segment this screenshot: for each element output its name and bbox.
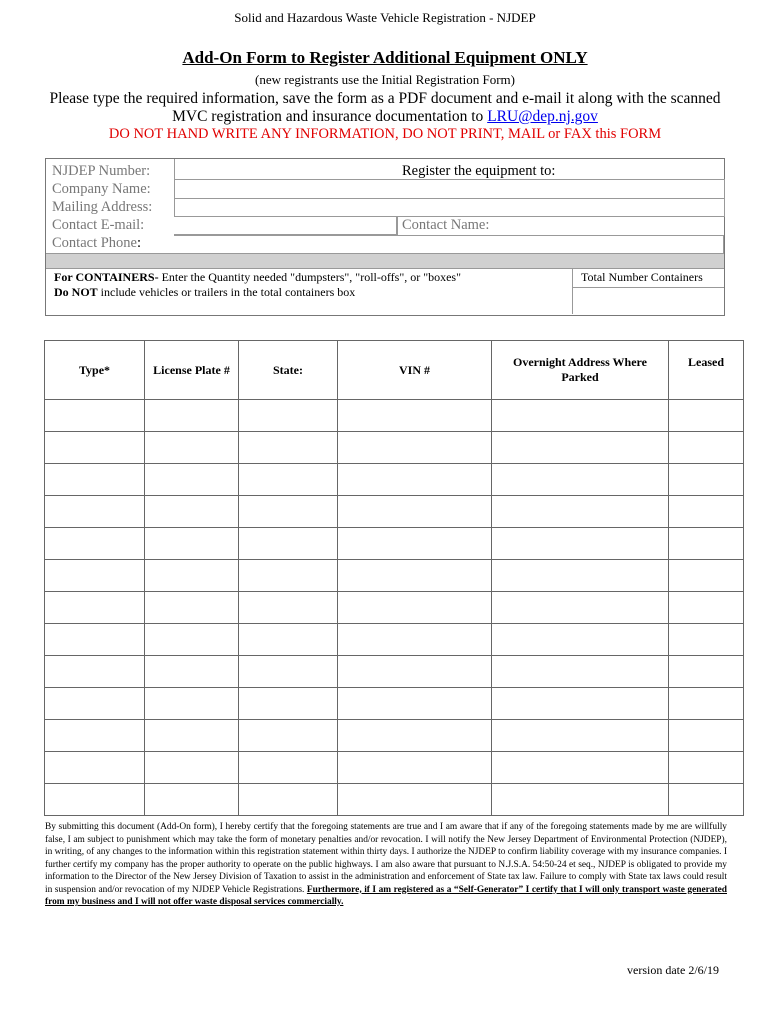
table-cell[interactable]: [45, 464, 145, 496]
registrant-info-box: [45, 158, 725, 316]
table-cell[interactable]: [145, 528, 239, 560]
table-cell[interactable]: [239, 496, 338, 528]
company-name-field[interactable]: [174, 179, 725, 199]
contact-phone-label: Contact Phone:: [52, 235, 142, 251]
table-cell[interactable]: [239, 624, 338, 656]
form-title: Add-On Form to Register Additional Equipment ONLY: [182, 48, 588, 67]
table-cell[interactable]: [669, 592, 744, 624]
table-cell[interactable]: [145, 624, 239, 656]
col-leased: Leased: [669, 341, 744, 400]
table-cell[interactable]: [492, 560, 669, 592]
table-row: [45, 528, 744, 560]
table-cell[interactable]: [338, 688, 492, 720]
table-cell[interactable]: [239, 784, 338, 816]
table-cell[interactable]: [492, 496, 669, 528]
table-cell[interactable]: [45, 432, 145, 464]
company-name-label: Company Name:: [52, 181, 151, 197]
table-cell[interactable]: [669, 560, 744, 592]
table-cell[interactable]: [338, 752, 492, 784]
table-cell[interactable]: [669, 656, 744, 688]
table-row: [45, 784, 744, 816]
table-cell[interactable]: [338, 624, 492, 656]
table-cell[interactable]: [145, 720, 239, 752]
table-row: [45, 400, 744, 432]
table-row: [45, 752, 744, 784]
table-cell[interactable]: [45, 752, 145, 784]
table-cell[interactable]: [45, 624, 145, 656]
table-cell[interactable]: [239, 720, 338, 752]
table-cell[interactable]: [669, 432, 744, 464]
table-cell[interactable]: [669, 464, 744, 496]
table-cell[interactable]: [145, 400, 239, 432]
table-cell[interactable]: [145, 688, 239, 720]
section-divider: [46, 253, 724, 269]
table-cell[interactable]: [239, 688, 338, 720]
table-cell[interactable]: [239, 752, 338, 784]
table-cell[interactable]: [492, 624, 669, 656]
mailing-address-field[interactable]: [174, 198, 725, 217]
table-cell[interactable]: [338, 496, 492, 528]
col-overnight-address: Overnight Address Where Parked: [492, 341, 669, 400]
page-header: Solid and Hazardous Waste Vehicle Registration - NJDEP: [234, 10, 536, 25]
table-cell[interactable]: [669, 624, 744, 656]
table-cell[interactable]: [239, 432, 338, 464]
table-row: [45, 464, 744, 496]
version-date: version date 2/6/19: [627, 963, 719, 977]
table-cell[interactable]: [492, 464, 669, 496]
table-row: [45, 592, 744, 624]
table-cell[interactable]: [338, 656, 492, 688]
table-cell[interactable]: [492, 752, 669, 784]
table-row: [45, 560, 744, 592]
form-subtitle: (new registrants use the Initial Registration Form): [255, 72, 515, 87]
table-cell[interactable]: [338, 400, 492, 432]
table-cell[interactable]: [492, 432, 669, 464]
table-cell[interactable]: [492, 688, 669, 720]
table-cell[interactable]: [145, 752, 239, 784]
table-cell[interactable]: [338, 720, 492, 752]
table-cell[interactable]: [338, 784, 492, 816]
total-containers-input[interactable]: [573, 288, 724, 314]
table-cell[interactable]: [338, 464, 492, 496]
table-cell[interactable]: [338, 592, 492, 624]
contact-name-label: Contact Name:: [402, 217, 490, 233]
table-cell[interactable]: [239, 560, 338, 592]
table-cell[interactable]: [492, 784, 669, 816]
table-cell[interactable]: [669, 528, 744, 560]
table-cell[interactable]: [338, 528, 492, 560]
table-cell[interactable]: [45, 688, 145, 720]
contact-email-label: Contact E-mail:: [52, 217, 145, 233]
total-containers-label: Total Number Containers: [581, 270, 703, 284]
col-type: Type*: [45, 341, 145, 400]
instructions-line2: MVC registration and insurance documentation to: [172, 108, 488, 125]
table-cell[interactable]: [145, 432, 239, 464]
register-to-label: Register the equipment to:: [402, 163, 556, 179]
table-cell[interactable]: [239, 592, 338, 624]
table-cell[interactable]: [45, 784, 145, 816]
table-cell[interactable]: [239, 528, 338, 560]
table-cell[interactable]: [492, 592, 669, 624]
table-row: [45, 656, 744, 688]
table-cell[interactable]: [45, 528, 145, 560]
instructions: [0, 90, 770, 126]
total-containers-box: [572, 269, 724, 314]
table-cell[interactable]: [145, 592, 239, 624]
table-cell[interactable]: [45, 592, 145, 624]
table-cell[interactable]: [669, 688, 744, 720]
mailing-address-label: Mailing Address:: [52, 199, 153, 215]
warning-text: DO NOT HAND WRITE ANY INFORMATION, DO NOT PRINT, MAIL or FAX this FORM: [108, 126, 662, 142]
table-row: [45, 720, 744, 752]
table-cell[interactable]: [45, 656, 145, 688]
table-cell[interactable]: [492, 720, 669, 752]
table-cell[interactable]: [492, 656, 669, 688]
vehicle-table: [44, 340, 744, 816]
table-cell[interactable]: [492, 400, 669, 432]
instructions-line1: Please type the required information, save the form as a PDF document and e-mail it along with the scanned: [49, 90, 721, 107]
col-license-plate: License Plate #: [145, 341, 239, 400]
contact-email-field[interactable]: [174, 217, 397, 235]
table-cell[interactable]: [45, 560, 145, 592]
table-cell[interactable]: [145, 656, 239, 688]
table-cell[interactable]: [492, 528, 669, 560]
table-cell[interactable]: [145, 560, 239, 592]
table-cell[interactable]: [239, 464, 338, 496]
table-row: [45, 432, 744, 464]
table-cell[interactable]: [669, 400, 744, 432]
certification-statement: By submitting this document (Add-On form), I hereby certify that the foregoing statements are true and I am aware that if any of the foregoing statements made by me are willfully false, I am subject to punishment which may take the form of monetary penalties and/or revocation. I will notify the New Jersey Department of Environmental Protection (NJDEP), in writing, of any changes to the information within this registration statement within thirty days. I authorize the NJDEP to confirm liability coverage with my insurance companies. I further certify my company has the proper authority to operate on the public highways. I am also aware that pursuant to N.J.S.A. 54:50-24 et seq., NJDEP is obligated to provide my information to the Director of the New Jersey Division of Taxation to assist in the administration and enforcement of State tax law. Failure to comply with State tax laws could result in suspension and/or revocation of my NJDEP Vehicle Registrations. Furthermore, if I am registered as a “Self-Generator” I certify that I will only transport waste generated from my business and I will not offer waste disposal services commercially.: [45, 822, 727, 907]
table-row: [45, 496, 744, 528]
contact-phone-field[interactable]: [174, 235, 724, 254]
table-cell[interactable]: [45, 400, 145, 432]
email-link[interactable]: LRU@dep.nj.gov: [487, 108, 598, 125]
table-cell[interactable]: [45, 496, 145, 528]
table-row: [45, 688, 744, 720]
col-state: State:: [239, 341, 338, 400]
table-cell[interactable]: [669, 720, 744, 752]
table-row: [45, 624, 744, 656]
table-cell[interactable]: [239, 400, 338, 432]
self-generator-statement: Furthermore, if I am registered as a “Self-Generator” I certify that I will only transport waste generated from my business and I will not offer waste disposal services commercially.: [45, 884, 727, 907]
table-cell[interactable]: [669, 752, 744, 784]
table-cell[interactable]: [145, 464, 239, 496]
table-cell[interactable]: [145, 784, 239, 816]
table-cell[interactable]: [45, 720, 145, 752]
table-cell[interactable]: [145, 496, 239, 528]
table-cell[interactable]: [239, 656, 338, 688]
njdep-number-label: NJDEP Number:: [52, 163, 151, 179]
containers-instructions: For CONTAINERS- Enter the Quantity needed "dumpsters", "roll-offs", or "boxes" Do NOT include vehicles or trailers in the total containers box: [54, 270, 461, 299]
table-cell[interactable]: [669, 496, 744, 528]
table-cell[interactable]: [338, 432, 492, 464]
table-cell[interactable]: [338, 560, 492, 592]
table-cell[interactable]: [669, 784, 744, 816]
col-vin: VIN #: [338, 341, 492, 400]
table-header-row: [45, 341, 744, 400]
